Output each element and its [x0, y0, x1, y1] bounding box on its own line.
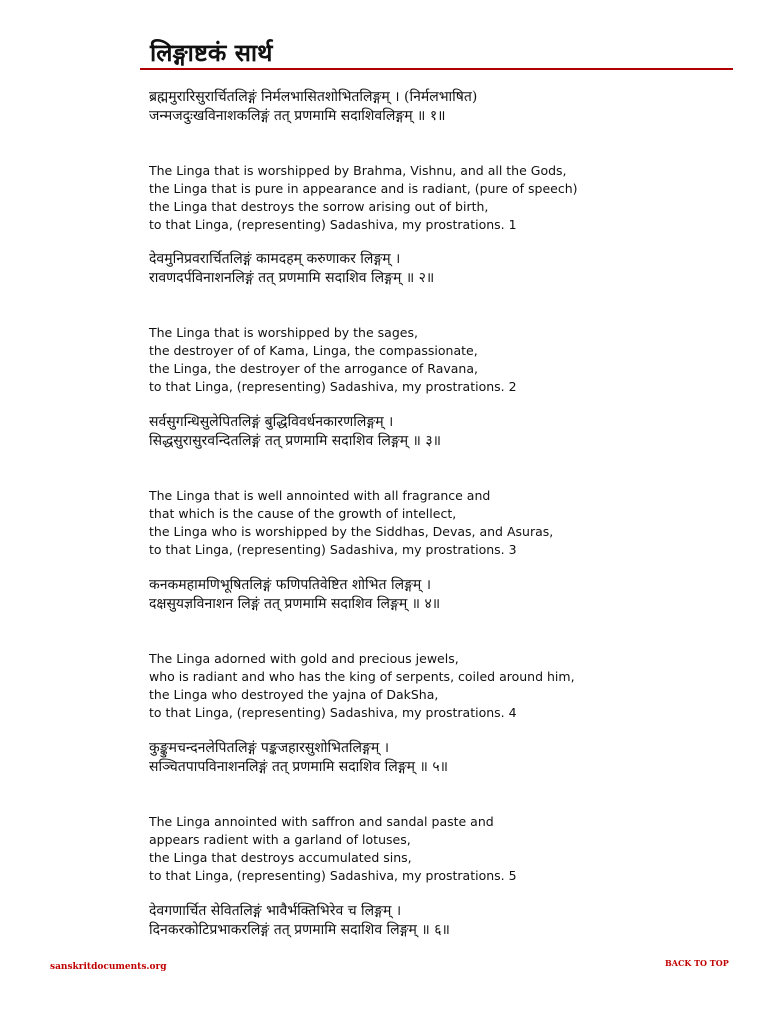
- verse-4-translation: [149, 650, 749, 722]
- translation-line: who is radiant and who has the king of serpents, coiled around him,: [149, 669, 575, 684]
- verse-1-translation: [149, 162, 749, 234]
- translation-line: the Linga who is worshipped by the Siddhas, Devas, and Asuras,: [149, 524, 554, 539]
- translation-line: appears radient with a garland of lotuses,: [149, 832, 411, 847]
- sanskrit-line: ब्रह्ममुरारिसुरार्चितलिङ्गं निर्मलभासितशोभितलिङ्गम् । (निर्मलभाषित): [149, 89, 478, 105]
- translation-line: to that Linga, (representing) Sadashiva, my prostrations. 4: [149, 705, 517, 720]
- verse-6-sanskrit: [149, 902, 749, 940]
- sanskrit-line: रावणदर्पविनाशनलिङ्गं तत् प्रणमामि सदाशिव लिङ्गम् ॥ २॥: [149, 270, 435, 286]
- translation-line: to that Linga, (representing) Sadashiva, my prostrations. 3: [149, 542, 517, 557]
- verse-4-sanskrit: [149, 576, 749, 614]
- translation-line: to that Linga, (representing) Sadashiva, my prostrations. 5: [149, 868, 517, 883]
- translation-line: the Linga that destroys the sorrow arising out of birth,: [149, 199, 489, 214]
- sanskrit-line: देवगणार्चित सेवितलिङ्गं भावैर्भक्तिभिरेव च लिङ्गम् ।: [149, 903, 402, 919]
- verse-3-sanskrit: [149, 413, 749, 451]
- sanskrit-line: दिनकरकोटिप्रभाकरलिङ्गं तत् प्रणमामि सदाशिव लिङ्गम् ॥ ६॥: [149, 922, 450, 938]
- site-name: sanskritdocuments.org: [50, 962, 167, 972]
- translation-line: The Linga that is well annointed with all fragrance and: [149, 488, 491, 503]
- verse-5-translation: [149, 813, 749, 885]
- verse-2-sanskrit: [149, 250, 749, 288]
- translation-line: that which is the cause of the growth of intellect,: [149, 506, 457, 521]
- sanskrit-line: सिद्धसुरासुरवन्दितलिङ्गं तत् प्रणमामि सदाशिव लिङ्गम् ॥ ३॥: [149, 433, 442, 449]
- translation-line: The Linga that is worshipped by Brahma, Vishnu, and all the Gods,: [149, 163, 567, 178]
- translation-line: The Linga that is worshipped by the sages,: [149, 325, 418, 340]
- page-title: लिङ्गाष्टकं सार्थ: [150, 38, 273, 67]
- translation-line: The Linga annointed with saffron and sandal paste and: [149, 814, 494, 829]
- sanskrit-line: कनकमहामणिभूषितलिङ्गं फणिपतिवेष्टित शोभित लिङ्गम् ।: [149, 577, 432, 593]
- sanskrit-line: देवमुनिप्रवरार्चितलिङ्गं कामदहम् करुणाकर लिङ्गम् ।: [149, 251, 401, 267]
- translation-line: The Linga adorned with gold and precious jewels,: [149, 651, 459, 666]
- verse-1-sanskrit: [149, 88, 749, 126]
- verse-2-translation: [149, 324, 749, 396]
- verse-3-translation: [149, 487, 749, 559]
- sanskrit-line: सञ्चितपापविनाशनलिङ्गं तत् प्रणमामि सदाशिव लिङ्गम् ॥ ५॥: [149, 759, 448, 775]
- verse-5-sanskrit: [149, 739, 749, 777]
- sanskrit-line: जन्मजदुःखविनाशकलिङ्गं तत् प्रणमामि सदाशिवलिङ्गम् ॥ १॥: [149, 108, 446, 124]
- sanskrit-line: दक्षसुयज्ञविनाशन लिङ्गं तत् प्रणमामि सदाशिव लिङ्गम् ॥ ४॥: [149, 596, 441, 612]
- title-divider: [140, 68, 733, 70]
- back-to-top-link[interactable]: BACK TO TOP: [665, 958, 729, 968]
- translation-line: the Linga that destroys accumulated sins,: [149, 850, 412, 865]
- translation-line: the Linga, the destroyer of the arrogance of Ravana,: [149, 361, 478, 376]
- translation-line: to that Linga, (representing) Sadashiva, my prostrations. 2: [149, 379, 517, 394]
- sanskrit-line: सर्वसुगन्धिसुलेपितलिङ्गं बुद्धिविवर्धनकारणलिङ्गम् ।: [149, 414, 394, 430]
- translation-line: the Linga who destroyed the yajna of DakSha,: [149, 687, 439, 702]
- translation-line: to that Linga, (representing) Sadashiva, my prostrations. 1: [149, 217, 517, 232]
- translation-line: the destroyer of of Kama, Linga, the compassionate,: [149, 343, 478, 358]
- translation-line: the Linga that is pure in appearance and is radiant, (pure of speech): [149, 181, 578, 196]
- sanskrit-line: कुङ्कुमचन्दनलेपितलिङ्गं पङ्कजहारसुशोभितलिङ्गम् ।: [149, 740, 390, 756]
